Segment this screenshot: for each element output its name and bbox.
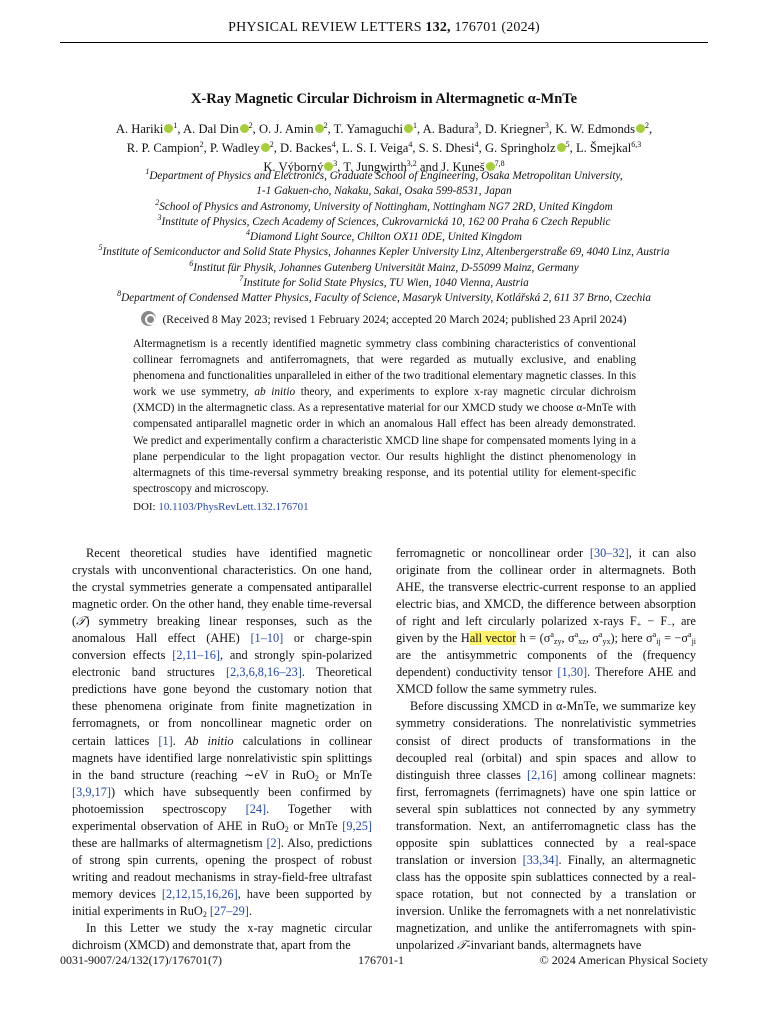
paragraph: In this Letter we study the x-ray magnetic circular dichroism (XMCD) and demonstrate that, apart from the [72,921,372,953]
author-separator: , [337,160,341,174]
author-name: T. Jungwirth [343,160,407,174]
affiliation-marker: 1 [173,121,178,130]
affiliation-number: 6 [189,258,194,268]
author-separator: , [417,122,421,136]
affiliation [40,245,728,260]
author [127,141,207,155]
affiliation-list [40,169,728,307]
affiliation-marker: 4 [474,140,479,149]
affiliation-marker: 1 [413,121,418,130]
body-column-left [72,545,372,954]
affiliation-number: 5 [98,243,103,253]
citation-link[interactable]: [27–29] [209,903,249,918]
author [334,122,421,136]
affiliation-marker: 2 [644,121,649,130]
citation-link[interactable]: [33,34] [522,852,559,867]
affiliation-number: 8 [117,289,122,299]
citation-link[interactable]: [2,12,15,16,26] [161,886,238,901]
affiliation-text: School of Physics and Astronomy, University of Nottingham, Nottingham NG7 2RD, United Kingdom [159,200,613,213]
affiliation-number: 7 [239,274,244,284]
abstract-text-1: Altermagnetism is a recently identified magnetic symmetry class combining characteristics of conventional collinear ferromagnets and antiferromagnets, that were regarded as mutually exclusive, and enabling phenomena and functionalities unparalleled in either of the two traditional elementary magnetic classes. In this work we use symmetry, [133,338,636,399]
received-dates [60,311,708,326]
affiliation-marker: 7,8 [494,159,505,168]
paragraph: Before discussing XMCD in α-MnTe, we summarize key symmetry considerations. The nonrelativistic symmetries consist of direct products of transformations in the decoupled real (orbital) and spin spaces and allow to distinguish three classes [2,16] among collinear magnets: first, ferromagnets (ferrimagnets) have one spin lattice or several spin sublattices not connected by any symmetry transformation. Next, an antiferromagnetic class has the opposite spin sublattices connected by a real-space translation or inversion [33,34]. Finally, an altermagnetic class has the opposite spin sublattices connected by a real-space rotation, but not connected by a translation or inversion. Unlike the ferromagnets with a net nonrelativistic magnetization, and unlike the antiferromagnets with spin-unpolarized 𝒯-invariant bands, altermagnets have [396,699,696,953]
affiliation-text: Institute for Solid State Physics, TU Wien, 1040 Vienna, Austria [243,277,529,290]
affiliation [40,184,728,199]
author [259,122,331,136]
author-name: D. Kriegner [484,122,545,136]
affiliation-marker: 2 [248,121,253,130]
citation-link[interactable]: [30–32] [589,546,629,560]
affiliation-text: 1-1 Gakuen-cho, Nakaku, Sakai, Osaka 599-8531, Japan [256,185,512,198]
header-rule [60,42,708,43]
author [342,141,415,155]
author-name: P. Wadley [209,141,260,155]
author-name: D. Backes [280,141,332,155]
affiliation [40,197,728,215]
author-separator: , [335,141,339,155]
abstract [133,336,636,497]
author-separator: and [416,160,439,174]
abstract-text-2: theory, and experiments to explore x-ray magnetic circular dichroism (XMCD) in the altermagnetic class. As a representative material for our XMCD study we choose α-MnTe with compensated antiparallel magnetic order in which an anomalous Hall effect has been already demonstrated. We predict and experimentally confirm a characteristic XMCD line shape for compensated moments lying in a plane perpendicular to the light propagation vector. Our results highlight the distinct phenomenology in altermagnets of this time-reversal symmetry breaking response, and its potential utility for element-specific spectroscopy and microscopy. [133,386,636,495]
affiliation-marker: 5 [565,140,570,149]
affiliation-marker: 3 [333,159,338,168]
affiliation-text: Department of Physics and Electronics, Graduate School of Engineering, Osaka Metropolitan University, [149,170,623,182]
orcid-icon[interactable] [404,124,413,133]
affiliation-marker: 3 [474,121,479,130]
doi-label: DOI: [133,501,156,513]
affiliation [40,291,728,306]
author-separator: , [252,122,256,136]
affiliation [40,169,728,184]
affiliation-number: 1 [145,167,150,176]
author [116,122,181,136]
author-separator: , [648,122,653,136]
author-name: T. Yamaguchi [333,122,404,136]
author-name: K. W. Edmonds [555,122,635,136]
affiliation-number: 3 [157,212,162,222]
affiliation-number: 4 [246,228,251,238]
affiliation [40,258,728,276]
citation-link[interactable]: [24] [245,801,267,816]
author-name: L. Šmejkal [575,141,632,155]
affiliation-marker: 3,2 [406,159,417,168]
citation-link[interactable]: [1] [158,733,173,748]
orcid-icon[interactable] [261,143,270,152]
affiliation [40,212,728,230]
affiliation-text: Institut für Physik, Johannes Gutenberg Universität Mainz, D-55099 Mainz, Germany [193,261,579,274]
doi [133,501,309,513]
author-name: K. Výborný [263,160,324,174]
citation-link[interactable]: [3,9,17] [72,784,111,799]
orcid-icon[interactable] [240,124,249,133]
affiliation-number: 2 [155,197,160,207]
highlighted-text[interactable]: all vector [469,631,517,646]
author [183,122,256,136]
affiliation [40,276,728,291]
author-separator: , [569,141,573,155]
doi-link[interactable]: 10.1103/PhysRevLett.132.176701 [158,501,309,513]
citation-link[interactable]: [1,30] [557,665,588,680]
author-separator: , [203,141,207,155]
affiliation-marker: 4 [408,140,413,149]
author-separator: , [478,122,482,136]
journal-name: PHYSICAL REVIEW LETTERS [228,20,422,35]
author-name: L. S. I. Veiga [342,141,409,155]
orcid-icon[interactable] [315,124,324,133]
author [485,122,552,136]
affiliation-marker: 6,3 [631,140,642,149]
author [485,141,573,155]
footer-page-number: 176701-1 [358,953,404,967]
author-separator: , [177,122,181,136]
received-text: (Received 8 May 2023; revised 1 February 2024; accepted 20 March 2024; published 23 April 2024) [162,314,627,326]
journal-volume: 132, [425,20,451,35]
orcid-icon[interactable] [636,124,645,133]
author [419,141,482,155]
check-for-updates-icon[interactable] [141,311,156,326]
author-separator: , [273,141,277,155]
author-separator: , [327,122,331,136]
paper-title: X-Ray Magnetic Circular Dichroism in Altermagnetic α-MnTe [190,91,578,107]
author-name: J. Kuneš [441,160,485,174]
affiliation-marker: 2 [199,140,204,149]
affiliation-text: Department of Condensed Matter Physics, Faculty of Science, Masaryk University, Kotlářská 2, 611 37 Brno, Czechia [121,292,651,305]
citation-link[interactable]: [9,25] [342,818,372,833]
author-separator: , [548,122,553,136]
affiliation-marker: 2 [323,121,328,130]
author-name: G. Springholz [484,141,556,155]
article-number: 176701 (2024) [454,20,540,35]
author-name: R. P. Campion [126,141,200,155]
author-name: A. Dal Din [183,122,239,136]
citation-link[interactable]: [2,16] [527,767,557,782]
affiliation-marker: 3 [544,121,549,130]
author-name: S. S. Dhesi [418,141,475,155]
affiliation-marker: 4 [331,140,336,149]
author [555,122,652,136]
abstract-emphasis: ab initio [254,386,296,399]
author-name: A. Hariki [115,122,164,136]
paragraph: Recent theoretical studies have identified magnetic crystals with unconventional characteristics. On one hand, the crystal symmetries generate a compensated antiparallel magnetic order. On the other hand, they enable time-reversal (𝒯) symmetry breaking linear responses, such as the anomalous Hall effect (AHE) [1–10] or charge-spin conversion effects [2,11–16], and strongly spin-polarized electronic band structures [2,3,6,8,16–23]. Theoretical predictions have gone beyond the customary notion that these phenomena originate from finite magnetization in ferromagnets, or from noncollinear magnetic order on certain lattices [1]. Ab initio calculations in collinear magnets have identified large nonrelativistic spin splittings in the band structure (reaching ∼eV in RuO$_2$ or MnTe [3,9,17]) which have subsequently been confirmed by photoemission spectroscopy [24]. Together with experimental observation of AHE in RuO$_2$ or MnTe [9,25] these are hallmarks of altermagnetism [2]. Also, predictions of strong spin currents, opening the prospect of robust writing and readout mechanisms in stray-field-free ultrafast memory devices [2,12,15,16,26], have been supported by initial experiments in RuO$_2$ [27–29]. [72,546,372,919]
affiliation-text: Institute of Physics, Czech Academy of Sciences, Cukrovarnická 10, 162 00 Praha 6 Czech Republic [161,215,611,228]
author [423,122,482,136]
journal-header [60,20,708,36]
affiliation-marker: 2 [269,140,274,149]
affiliation [40,230,728,245]
author-separator: , [412,141,416,155]
author [210,141,277,155]
author-name: O. J. Amin [258,122,314,136]
paragraph: ferromagnetic or noncollinear order [30–32], it can also originate from the collinear order in altermagnets. Both AHE, the transverse electric-current response to an applied electric bias, and XMCD, the difference between absorption of right and left circularly polarized x-rays $F_+ - F_-$, are given by the Hall vector $h = (\sigma^a_{zy}$, $\sigma^a_{xz}$, $\sigma^a_{yx}$); here $\sigma^a_{ij} = -\sigma^a_{ji}$ are the antisymmetric components of the (frequency dependent) conductivity tensor [1,30]. Therefore AHE and XMCD follow the same symmetry rules. [396,546,697,697]
author [280,141,339,155]
author [576,141,641,155]
citation-link[interactable]: [1–10] [250,631,284,646]
affiliation-text: Diamond Light Source, Chilton OX11 0DE, United Kingdom [250,231,522,244]
citation-link[interactable]: [2,11–16] [172,648,220,663]
author-separator: , [478,141,482,155]
citation-link[interactable]: [2,3,6,8,16–23] [226,665,302,680]
affiliation-text: Institute of Semiconductor and Solid State Physics, Johannes Kepler University Linz, Altenbergerstraße 69, 4040 Linz, Austria [102,246,670,259]
footer-copyright: © 2024 American Physical Society [539,953,708,967]
citation-link[interactable]: [2] [266,835,281,850]
orcid-icon[interactable] [557,143,566,152]
body-column-right [396,545,696,954]
author-name: A. Badura [422,122,475,136]
footer-issn: 0031-9007/24/132(17)/176701(7) [60,953,222,967]
